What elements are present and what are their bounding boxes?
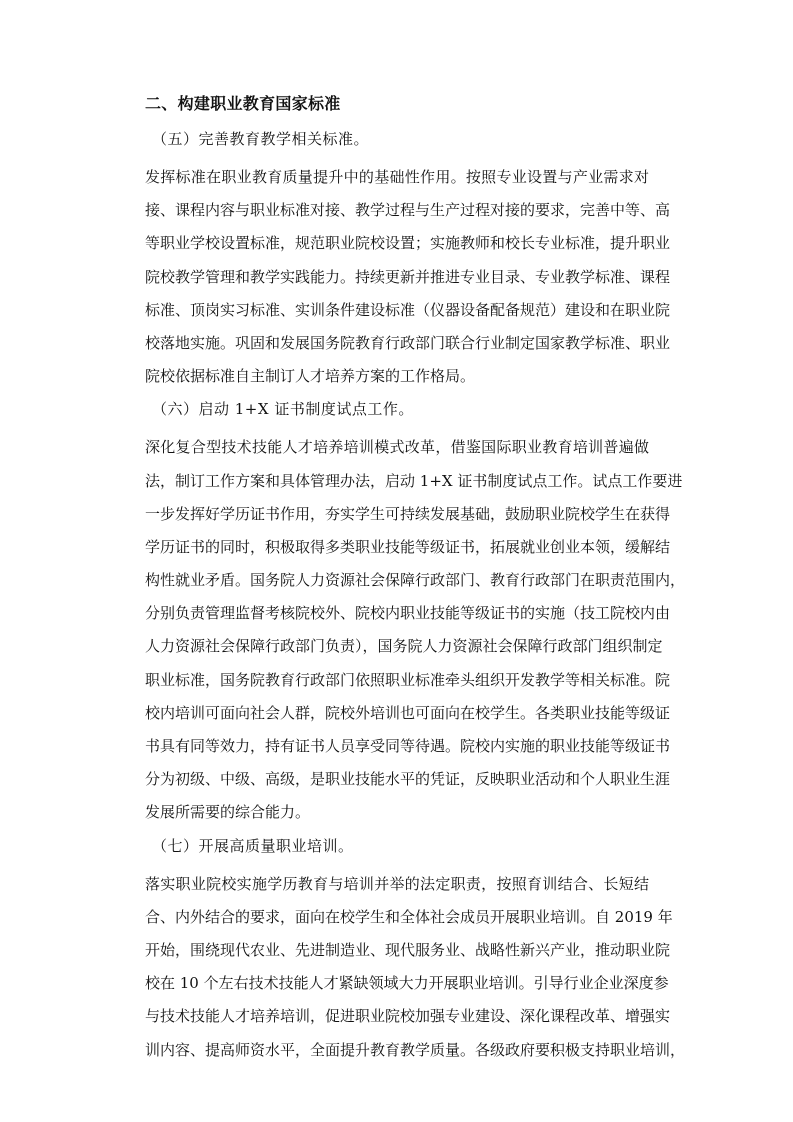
paragraph-line: 训内容、提高师资水平，全面提升教育教学质量。各级政府要积极支持职业培训，: [145, 1040, 686, 1059]
paragraph-line: 院校教学管理和教学实践能力。持续更新并推进专业目录、专业教学标准、课程: [145, 267, 671, 286]
paragraph-line: 开始，围绕现代农业、先进制造业、现代服务业、战略性新兴产业，推动职业院: [145, 940, 671, 959]
paragraph-line: 与技术技能人才培养培训，促进职业院校加强专业建设、深化课程改革、增强实: [145, 1007, 671, 1026]
paragraph-line: 分为初级、中级、高级，是职业技能水平的凭证，反映职业活动和个人职业生涯: [145, 770, 671, 789]
block-5: [145, 129, 671, 393]
paragraph-line: 书具有同等效力，持有证书人员享受同等待遇。院校内实施的职业技能等级证书: [145, 737, 671, 755]
paragraph-5: [145, 161, 671, 393]
section-heading: 二、构建职业教育国家标准: [145, 94, 341, 113]
document-page: [145, 94, 686, 1073]
paragraph-6: [145, 431, 686, 829]
paragraph-line: 校在 10 个左右技术技能人才紧缺领域大力开展职业培训。引导行业企业深度参: [145, 974, 669, 993]
paragraph-line: 校落地实施。巩固和发展国务院教育行政部门联合行业制定国家教学标准、职业: [145, 333, 671, 352]
paragraph-line: 法，制订工作方案和具体管理办法，启动 1+X 证书制度试点工作。试点工作要进: [145, 471, 683, 490]
paragraph-line: 分别负责管理监督考核院校外、院校内职业技能等级证书的实施（技工院校内由: [145, 604, 671, 623]
paragraph-line: 落实职业院校实施学历教育与培训并举的法定职责，按照育训结合、长短结: [145, 874, 649, 893]
paragraph-line: 校内培训可面向社会人群，院校外培训也可面向在校学生。各类职业技能等级证: [145, 703, 671, 722]
block-7: [145, 836, 686, 1067]
subheading-5: （五）完善教育教学相关标准。: [152, 130, 370, 148]
paragraph-line: 发展所需要的综合能力。: [145, 803, 311, 822]
subheading-6: （六）启动 1+X 证书制度试点工作。: [152, 400, 414, 419]
paragraph-line: 院校依据标准自主制订人才培养方案的工作格局。: [145, 367, 476, 386]
paragraph-line: 标准、顶岗实习标准、实训条件建设标准（仪器设备配备规范）建设和在职业院: [145, 300, 671, 319]
paragraph-line: 深化复合型技术技能人才培养培训模式改革，借鉴国际职业教育培训普遍做: [145, 438, 649, 457]
paragraph-line: 一步发挥好学历证书作用，夯实学生可持续发展基础，鼓励职业院校学生在获得: [145, 504, 671, 523]
subheading-7: （七）开展高质量职业培训。: [152, 836, 354, 855]
paragraph-line: 职业标准，国务院教育行政部门依照职业标准牵头组织开发教学等相关标准。院: [145, 670, 671, 689]
paragraph-line: 人力资源社会保障行政部门负责），国务院人力资源社会保障行政部门组织制定: [145, 637, 663, 656]
paragraph-line: 学历证书的同时，积极取得多类职业技能等级证书，拓展就业创业本领，缓解结: [145, 537, 671, 556]
paragraph-line: 接、课程内容与职业标准对接、教学过程与生产过程对接的要求，完善中等、高: [145, 201, 671, 220]
block-6: [145, 399, 686, 829]
paragraph-line: 发挥标准在职业教育质量提升中的基础性作用。按照专业设置与产业需求对: [145, 168, 649, 186]
paragraph-7: [145, 868, 686, 1067]
paragraph-line: 构性就业矛盾。国务院人力资源社会保障行政部门、教育行政部门在职责范围内，: [145, 571, 686, 590]
paragraph-line: 等职业学校设置标准，规范职业院校设置；实施教师和校长专业标准，提升职业: [145, 234, 671, 253]
paragraph-line: 合、内外结合的要求，面向在校学生和全体社会成员开展职业培训。自 2019 年: [145, 907, 673, 926]
